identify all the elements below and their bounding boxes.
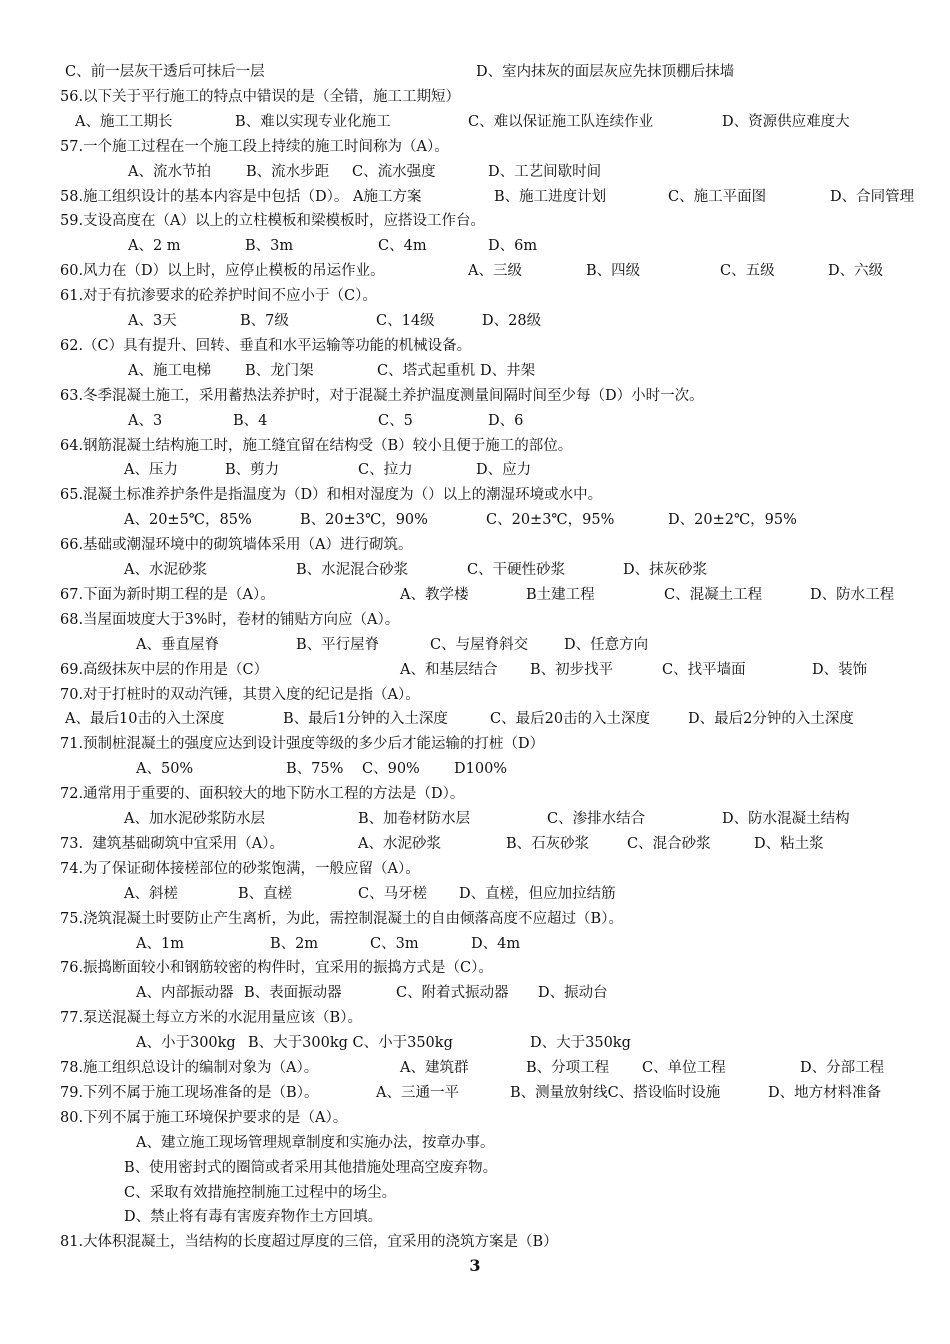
- option-text: B、石灰砂浆: [506, 835, 590, 852]
- option-text: B、剪力: [225, 462, 280, 479]
- option-text: C、混合砂浆: [627, 835, 711, 852]
- line-text: C、前一层灰干透后可抹后一层: [65, 64, 265, 80]
- option-text: D、井架: [480, 362, 536, 379]
- option-text: D、6m: [488, 238, 538, 255]
- line-text: A、施工工期长: [75, 113, 173, 130]
- line-text: A、小于300kg: [136, 1035, 236, 1052]
- line-text: 81.大体积混凝土，当结构的长度超过厚度的三倍，宜采用的浇筑方案是（B）: [60, 1234, 558, 1251]
- option-text: A、水泥砂浆: [358, 835, 441, 852]
- option-text: C、马牙槎: [358, 885, 428, 902]
- option-text: B、3m: [245, 238, 294, 255]
- line-text: 59.支设高度在（A）以上的立柱模板和梁模板时，应搭设工作台。: [60, 213, 486, 230]
- option-text: D、装饰: [812, 661, 868, 678]
- option-text: C、与屋脊斜交: [430, 636, 529, 653]
- option-text: A、三通一平: [376, 1084, 459, 1101]
- line-text: A、20±5℃，85%: [124, 512, 252, 529]
- line-text: A、内部振动器: [136, 985, 234, 1002]
- option-text: C、最后20击的入土深度: [490, 711, 651, 728]
- line-text: 74.为了保证砌体接槎部位的砂浆饱满，一般应留（A）。: [60, 860, 420, 877]
- line-text: D、禁止将有毒有害废弃物作土方回填。: [124, 1209, 383, 1226]
- line-text: 61.对于有抗渗要求的砼养护时间不应小于（C）。: [60, 288, 377, 305]
- option-text: B、表面振动器: [244, 985, 342, 1002]
- option-text: B、直槎: [238, 885, 293, 902]
- option-text: C、施工平面图: [668, 188, 767, 205]
- option-text: D、6: [488, 412, 524, 429]
- option-text: D、28级: [482, 313, 542, 329]
- option-text: B、流水步距: [246, 163, 330, 180]
- line-text: 64.钢筋混凝土结构施工时，施工缝宜留在结构受（B）较小且便于施工的部位。: [60, 437, 573, 454]
- option-text: C、塔式起重机: [377, 362, 476, 379]
- option-text: C、拉力: [358, 462, 413, 479]
- line-text: A、2 m: [128, 238, 181, 255]
- option-text: D、地方材料准备: [768, 1084, 882, 1101]
- line-text: A、流水节拍: [128, 163, 211, 180]
- line-text: A、斜槎: [124, 885, 178, 902]
- option-text: D、室内抹灰的面层灰应先抹顶棚后抹墙: [476, 64, 735, 80]
- option-text: A、三级: [468, 263, 522, 280]
- option-text: D、防水混凝土结构: [722, 811, 850, 827]
- line-text: 77.泵送混凝土每立方米的水泥用量应该（B）。: [60, 1010, 362, 1027]
- line-text: 58.施工组织设计的基本内容是中包括（D）。 A施工方案: [60, 188, 422, 205]
- line-text: 68.当屋面坡度大于3%时，卷材的铺贴方向应（A）。: [60, 611, 400, 628]
- option-text: D100%: [454, 761, 508, 778]
- line-text: A、3天: [128, 313, 177, 329]
- option-text: B、平行屋脊: [296, 636, 380, 653]
- option-text: D、4m: [471, 935, 521, 952]
- option-text: C、附着式振动器: [396, 985, 509, 1002]
- option-text: C、流水强度: [352, 163, 436, 180]
- option-text: D、任意方向: [564, 636, 649, 653]
- option-text: C、3m: [370, 935, 419, 952]
- line-text: 63.冬季混凝土施工，采用蓄热法养护时，对于混凝土养护温度测量间隔时间至少每（D）小时一次。: [60, 387, 704, 404]
- line-text: A、水泥砂浆: [124, 562, 207, 578]
- option-text: B、难以实现专业化施工: [235, 113, 391, 130]
- option-text: C、单位工程: [642, 1060, 726, 1076]
- line-text: 80.下列不属于施工环境保护要求的是（A）。: [60, 1109, 348, 1126]
- option-text: C、渗排水结合: [547, 811, 646, 827]
- line-text: A、施工电梯: [128, 362, 211, 379]
- option-text: C、14级: [376, 313, 435, 329]
- line-text: 76.振捣断面较小和钢筋较密的构件时，宜采用的振捣方式是（C）。: [60, 960, 493, 977]
- line-text: A、垂直屋脊: [136, 636, 219, 653]
- page-number: 3: [469, 1256, 481, 1275]
- line-text: A、1m: [136, 935, 184, 952]
- option-text: D、振动台: [538, 985, 608, 1002]
- option-text: B、4: [233, 412, 268, 429]
- option-text: D、抹灰砂浆: [623, 562, 708, 578]
- line-text: 79.下列不属于施工现场准备的是（B）。: [60, 1084, 319, 1101]
- line-text: A、最后10击的入土深度: [65, 711, 225, 728]
- option-text: C、混凝土工程: [664, 586, 763, 603]
- line-text: 65.混凝土标准养护条件是指温度为（D）和相对湿度为（）以上的潮湿环境或水中。: [60, 487, 603, 504]
- option-text: C、干硬性砂浆: [467, 562, 566, 578]
- option-text: D、粘土浆: [754, 835, 824, 852]
- line-text: 72.通常用于重要的、面积较大的地下防水工程的方法是（D）。: [60, 786, 465, 803]
- option-text: B、龙门架: [245, 362, 314, 379]
- line-text: 70.对于打桩时的双动汽锤，其贯入度的纪记是指（A）。: [60, 686, 420, 703]
- option-text: B、75%: [286, 761, 344, 778]
- option-text: B、施工进度计划: [494, 188, 607, 205]
- option-text: B、分项工程: [526, 1060, 610, 1076]
- option-text: A、教学楼: [400, 586, 469, 603]
- option-text: C、4m: [378, 238, 427, 255]
- option-text: B、大于300kg C、小于350kg: [248, 1035, 453, 1052]
- line-text: C、采取有效措施控制施工过程中的场尘。: [124, 1184, 397, 1201]
- line-text: B、使用密封式的圈筒或者采用其他措施处理高空废弃物。: [124, 1159, 498, 1176]
- option-text: D、直槎，但应加拉结筋: [459, 885, 616, 902]
- option-text: B、20±3℃，90%: [300, 512, 428, 529]
- option-text: C、5: [378, 412, 413, 429]
- option-text: C、五级: [720, 263, 775, 280]
- line-text: 75.浇筑混凝土时要防止产生离析，为此，需控制混凝土的自由倾落高度不应超过（B）。: [60, 910, 623, 927]
- line-text: A、3: [128, 412, 163, 429]
- line-text: A、50%: [136, 761, 194, 778]
- option-text: D、合同管理: [830, 188, 915, 205]
- option-text: B、加卷材防水层: [358, 811, 471, 827]
- option-text: B、四级: [586, 263, 641, 280]
- option-text: C、难以保证施工队连续作业: [468, 113, 654, 130]
- option-text: D、六级: [828, 263, 884, 280]
- line-text: A、建立施工现场管理规章制度和实施办法，按章办事。: [136, 1134, 495, 1151]
- line-text: 73. 建筑基础砌筑中宜采用（A）。: [60, 835, 284, 852]
- line-text: 66.基础或潮湿环境中的砌筑墙体采用（A）进行砌筑。: [60, 537, 413, 554]
- option-text: B、最后1分钟的入土深度: [283, 711, 448, 728]
- option-text: A、和基层结合: [400, 661, 498, 678]
- line-text: 67.下面为新时期工程的是（A）。: [60, 586, 275, 603]
- option-text: B、7级: [240, 313, 289, 329]
- option-text: D、大于350kg: [530, 1035, 631, 1052]
- option-text: C、90%: [362, 761, 420, 778]
- line-text: 71.预制桩混凝土的强度应达到设计强度等级的多少后才能运输的打桩（D）: [60, 736, 545, 753]
- option-text: D、分部工程: [800, 1060, 885, 1076]
- line-text: 56.以下关于平行施工的特点中错误的是（全错，施工工期短）: [60, 88, 461, 105]
- option-text: B、测量放射线C、搭设临时设施: [510, 1084, 721, 1101]
- option-text: A、建筑群: [400, 1060, 469, 1076]
- option-text: D、应力: [476, 462, 532, 479]
- line-text: 62.（C）具有提升、回转、垂直和水平运输等功能的机械设备。: [60, 337, 472, 354]
- line-text: A、压力: [124, 462, 178, 479]
- line-text: A、加水泥砂浆防水层: [124, 811, 265, 827]
- line-text: 69.高级抹灰中层的作用是（C）: [60, 661, 269, 678]
- option-text: C、找平墙面: [662, 661, 746, 678]
- option-text: D、20±2℃，95%: [668, 512, 797, 529]
- option-text: C、20±3℃，95%: [486, 512, 615, 529]
- option-text: B、2m: [270, 935, 319, 952]
- line-text: 78.施工组织总设计的编制对象为（A）。: [60, 1060, 319, 1076]
- option-text: B、水泥混合砂浆: [296, 562, 409, 578]
- option-text: D、防水工程: [810, 586, 895, 603]
- option-text: B、初步找平: [530, 661, 614, 678]
- option-text: D、最后2分钟的入土深度: [688, 711, 854, 728]
- line-text: 60.风力在（D）以上时，应停止模板的吊运作业。: [60, 263, 385, 280]
- option-text: D、资源供应难度大: [722, 113, 850, 130]
- line-text: 57.一个施工过程在一个施工段上持续的施工时间称为（A）。: [60, 138, 449, 155]
- option-text: B土建工程: [526, 586, 595, 603]
- option-text: D、工艺间歇时间: [488, 163, 602, 180]
